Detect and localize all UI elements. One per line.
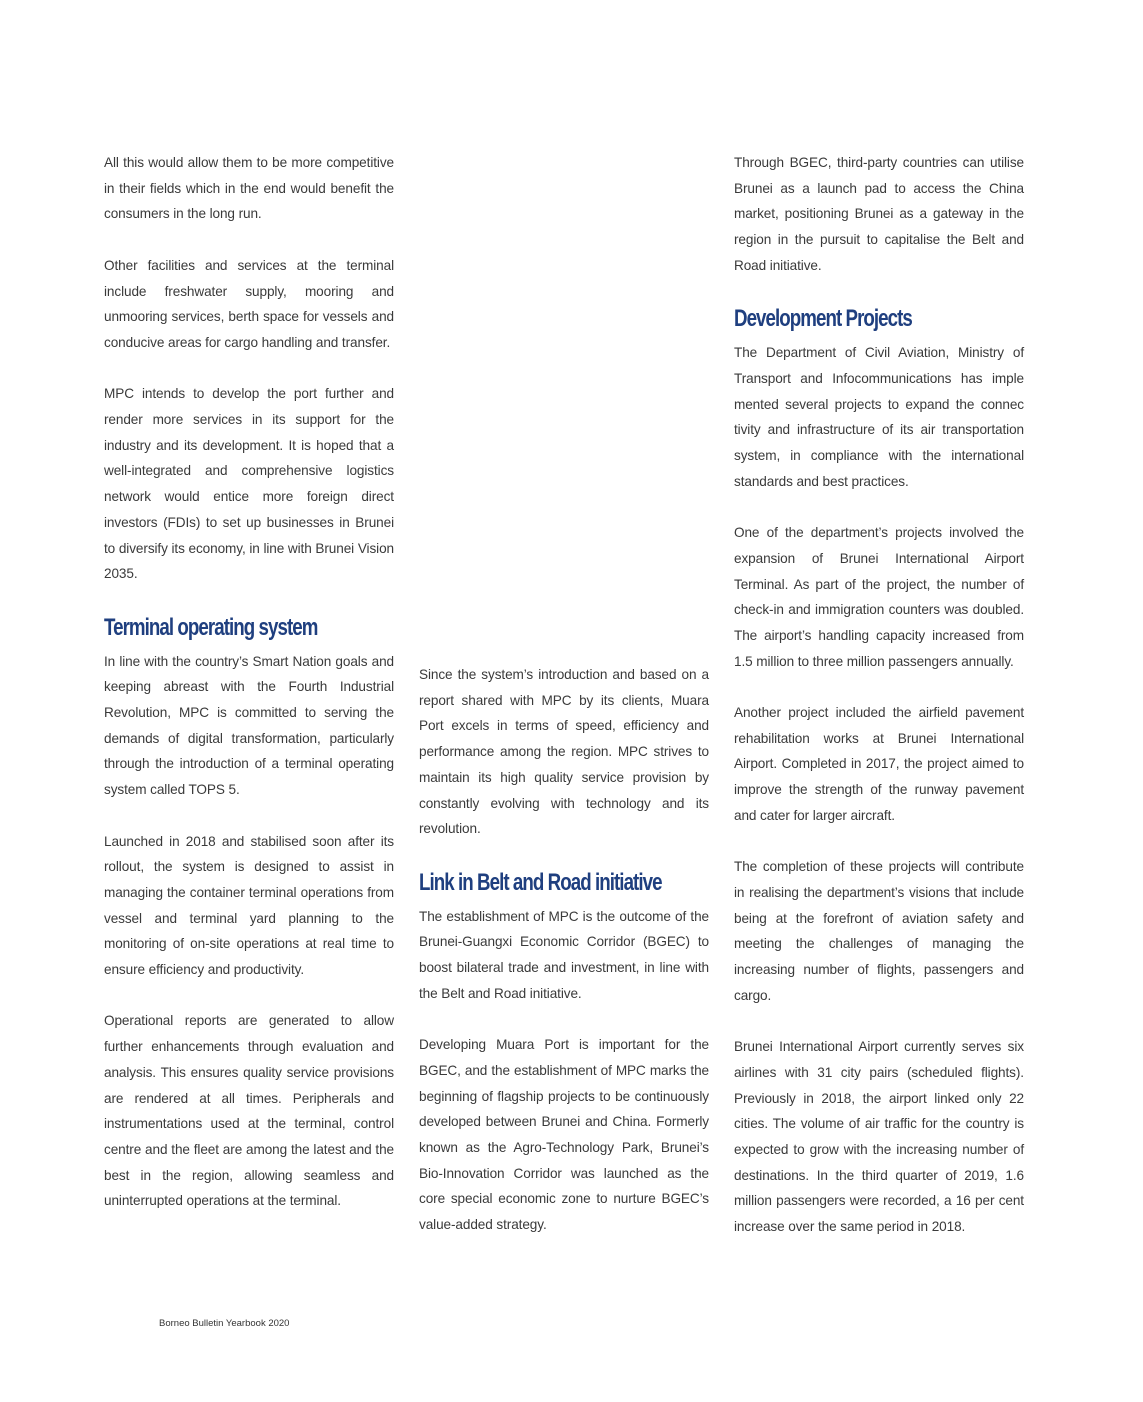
paragraph: One of the department’s projects involved the expansion of Brunei International Airport Terminal. As part of the project, the number of check-in and immigration counters was doubled. The airport’s handling capacity increased from 1.5 million to three million passengers annually. — [734, 525, 1024, 669]
page-footer: Borneo Bulletin Yearbook 2020 — [159, 1318, 290, 1329]
column-1 — [104, 150, 394, 1214]
paragraph: The establishment of MPC is the outcome of the Brunei-Guangxi Economic Corridor (BGEC) to boost bilateral trade and investment, in line with the Belt and Road initiative. — [419, 908, 709, 1001]
section-heading-development-projects: Development Projects — [734, 305, 912, 333]
paragraph: Operational reports are generated to allow further enhancements through evaluation and analysis. This ensures quality service provisions are rendered at all times. Peripherals and instrumentations used at the terminal, control centre and the fleet are among the latest and the best in the region, allowing seamless and uninterrupted operations at the terminal. — [104, 1013, 394, 1209]
paragraph: The completion of these projects will contribute in realising the department’s visions that include being at the forefront of aviation safety and meeting the challenges of managing the increasing number of flights, passengers and cargo. — [734, 859, 1024, 1003]
paragraph: Brunei International Airport currently serves six airlines with 31 city pairs (scheduled flights). Previously in 2018, the airport linked only 22 cities. The volume of air traffic for the country is expected to grow with the increasing number of destinations. In the third quarter of 2019, 1.6 million passengers were recorded, a 16 per cent increase over the same period in 2018. — [734, 1039, 1024, 1235]
column-3 — [734, 150, 1024, 1240]
section-heading-belt-and-road: Link in Belt and Road initiative — [419, 868, 662, 896]
paragraph: Since the system’s introduction and based on a report shared with MPC by its clients, Muara Port excels in terms of speed, efficiency and performance among the region. MPC strives to maintain its high quality service provision by constantly evolving with technology and its revolution. — [419, 667, 709, 837]
paragraph: The Department of Civil Aviation, Ministry of Transport and Infocommunications has imple mented several projects to expand the connec tivity and infrastructure of its air transportation system, in compliance with the international standards and best practices. — [734, 345, 1024, 489]
paragraph: Developing Muara Port is important for the BGEC, and the establishment of MPC marks the beginning of flagship projects to be continuously developed between Brunei and China. Formerly known as the Agro-Technology Park, Brunei’s Bio-Innovation Corridor was launched as the core special economic zone to nurture BGEC’s value-added strategy. — [419, 1037, 709, 1233]
paragraph: In line with the country’s Smart Nation goals and keeping abreast with the Fourth Industrial Revolution, MPC is committed to serving the demands of digital transformation, particularly through the introduction of a terminal operating system called TOPS 5. — [104, 653, 394, 798]
paragraph: All this would allow them to be more competitive in their fields which in the end would benefit the consumers in the long run. — [104, 155, 394, 222]
paragraph: MPC intends to develop the port further and render more services in its support for the industry and its development. It is hoped that a well-integrated and comprehensive logistics network would entice more foreign direct investors (FDIs) to set up businesses in Brunei to diversify its economy, in line with Brunei Vision 2035. — [104, 386, 394, 582]
paragraph: Launched in 2018 and stabilised soon after its rollout, the system is designed to assist in managing the container terminal operations from vessel and terminal yard planning to the monitoring of on-site operations at real time to ensure efficiency and productivity. — [104, 833, 394, 978]
paragraph: Another project included the airfield pavement rehabilitation works at Brunei International Airport. Completed in 2017, the project aimed to improve the strength of the runway pavement and cater for larger aircraft. — [734, 705, 1024, 823]
paragraph: Through BGEC, third-party countries can utilise Brunei as a launch pad to access the China market, positioning Brunei as a gateway in the region in the pursuit to capitalise the Belt and Road initiative. — [734, 155, 1024, 273]
column-2 — [419, 662, 709, 1238]
section-heading-terminal-operating-system: Terminal operating system — [104, 613, 318, 641]
paragraph: Other facilities and services at the terminal include freshwater supply, mooring and unmooring services, berth space for vessels and conducive areas for cargo handling and transfer. — [104, 257, 394, 350]
